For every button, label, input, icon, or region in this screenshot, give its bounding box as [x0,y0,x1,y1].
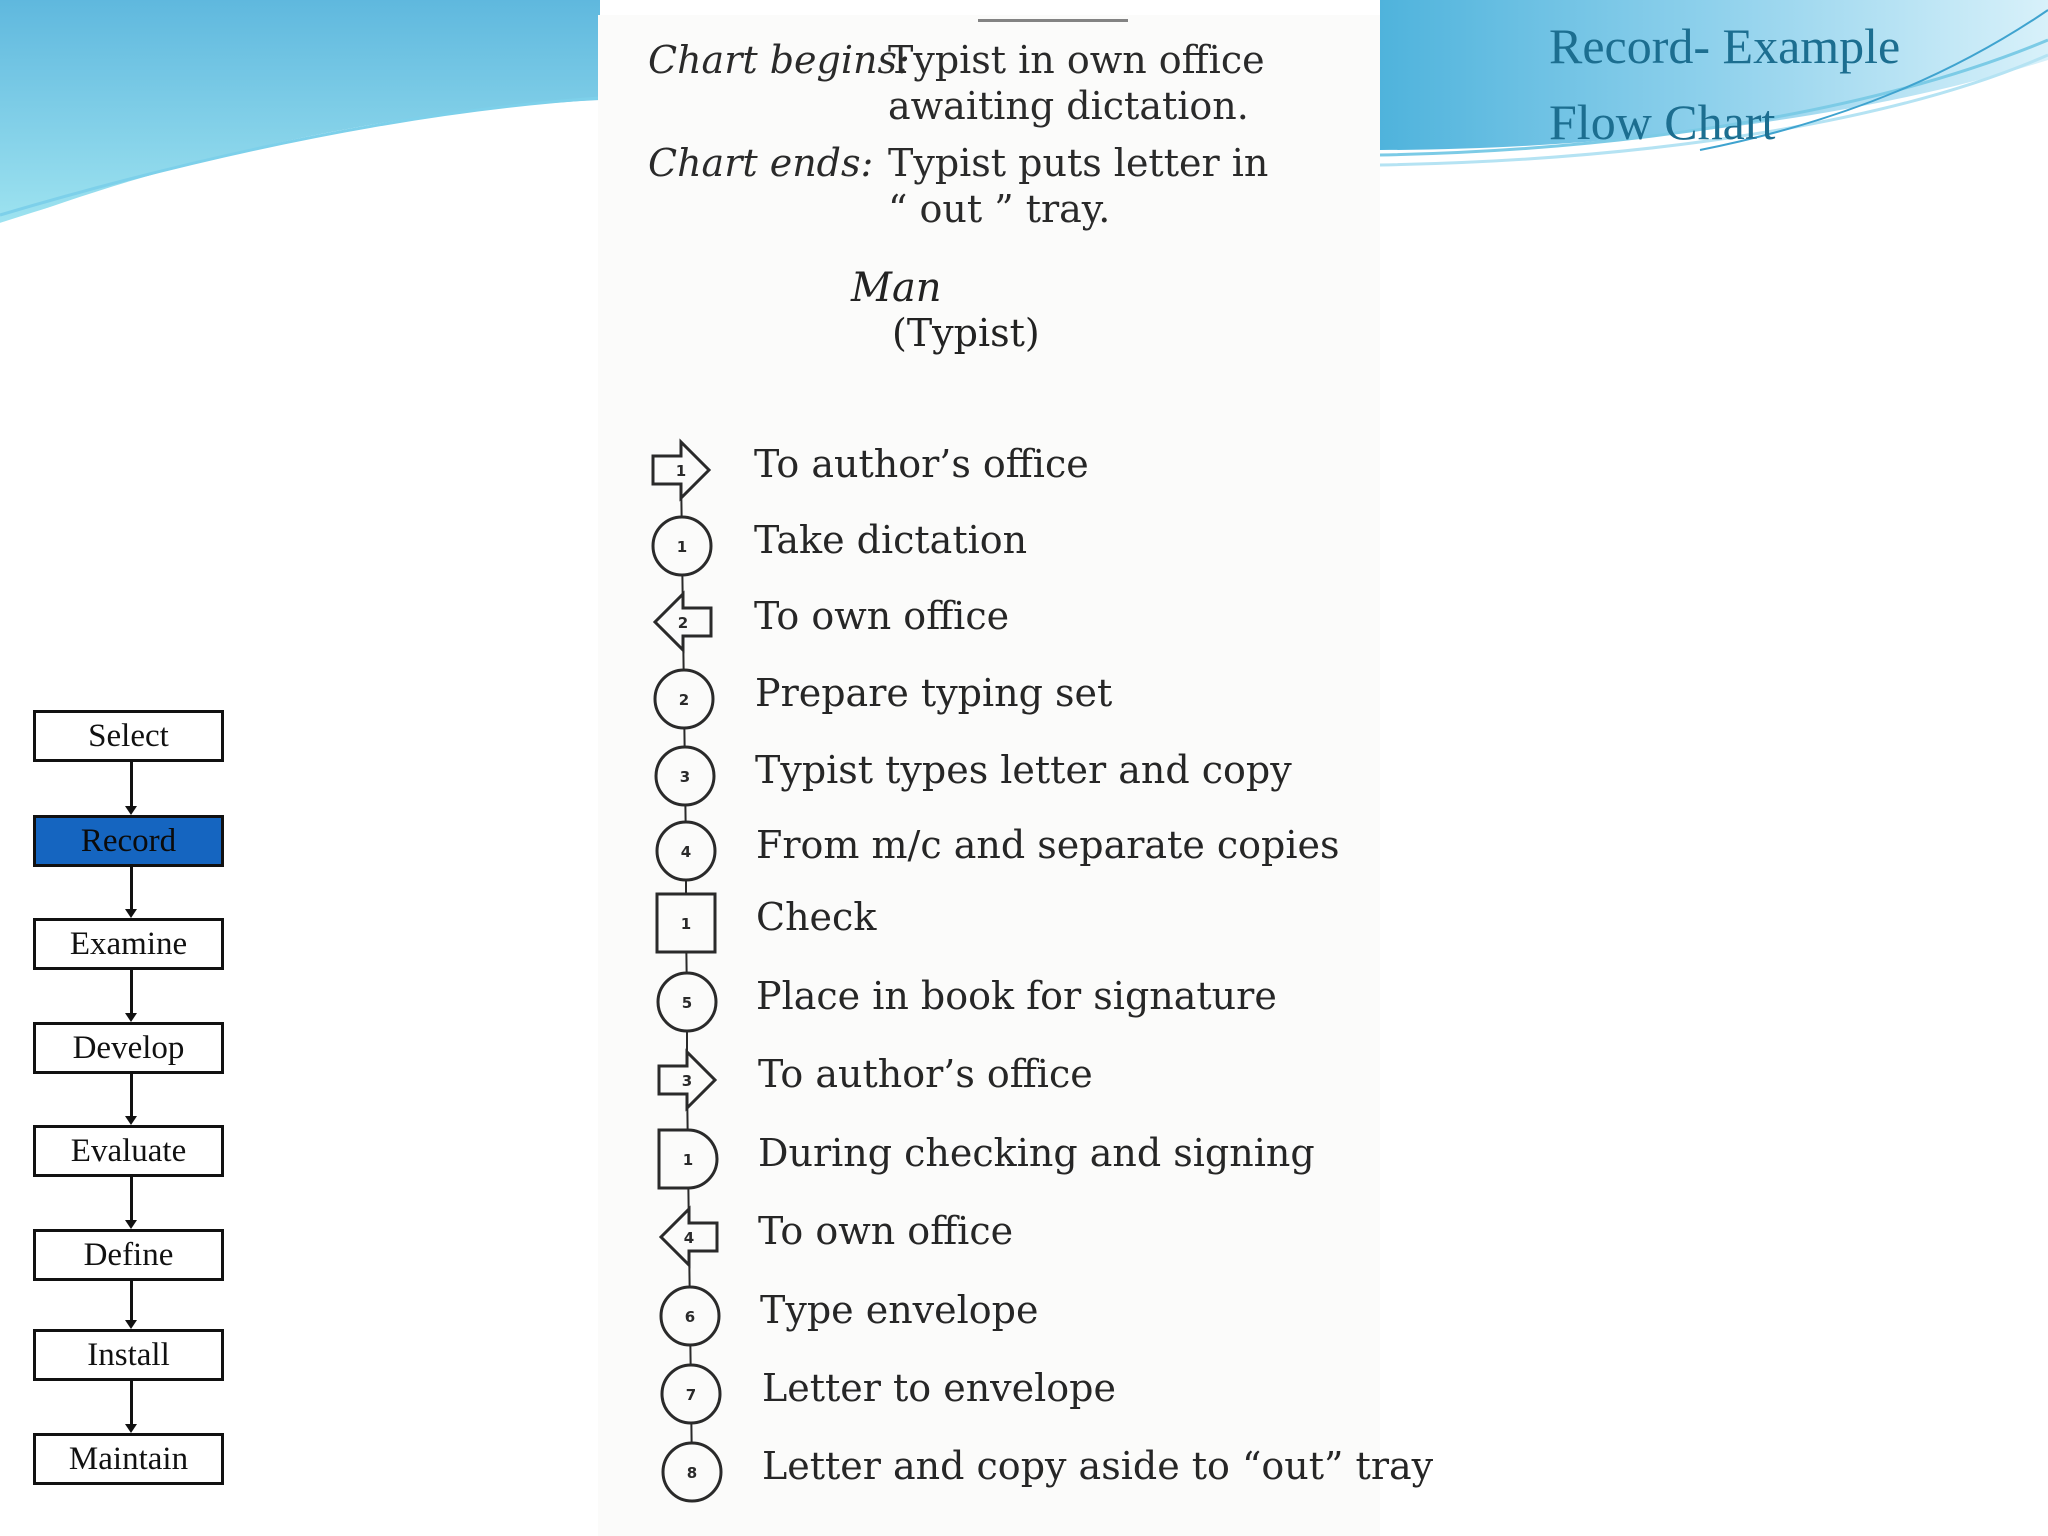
step-symbol-number: 5 [681,994,693,1012]
step-arrow-icon [125,909,137,918]
flow-step-label: Take dictation [754,518,1028,562]
flow-step-label: Typist types letter and copy [755,748,1292,792]
process-step-install[interactable]: Install [33,1329,224,1381]
chart-begins-line2: awaiting dictation. [888,84,1249,128]
flow-step-label: Place in book for signature [756,974,1277,1018]
chart-begins-line1: Typist in own office [888,38,1265,82]
chart-ends-line1: Typist puts letter in [888,141,1269,185]
chart-begins-label: Chart begins: [648,38,910,82]
chart-subject-man: Man [851,265,942,311]
flow-step-label: To own office [754,594,1010,638]
step-arrow-icon [125,1220,137,1229]
slide-title-line2: Flow Chart [1549,94,1776,150]
step-symbol-number: 6 [684,1308,696,1326]
step-arrow-icon [125,1424,137,1433]
step-connector [130,970,133,1014]
slide-title-line1: Record- Example [1549,18,1901,74]
step-symbol-number: 4 [683,1229,695,1247]
step-symbol-number: 1 [675,462,687,480]
flow-step-label: To author’s office [754,442,1089,486]
step-symbol-number: 1 [676,538,688,556]
flow-step-label: Letter to envelope [762,1366,1116,1410]
step-symbol-number: 1 [682,1151,694,1169]
step-arrow-icon [125,1320,137,1329]
process-step-define[interactable]: Define [33,1229,224,1281]
step-symbol-number: 1 [680,915,692,933]
process-steps-nav [0,0,260,1536]
step-symbol-number: 3 [679,768,691,786]
step-connector [130,1177,133,1221]
step-symbol-number: 3 [681,1072,693,1090]
process-step-select[interactable]: Select [33,710,224,762]
step-arrow-icon [125,1116,137,1125]
process-step-examine[interactable]: Examine [33,918,224,970]
chart-ends-line2: “ out ” tray. [888,187,1111,231]
chart-ends-label: Chart ends: [648,141,874,185]
chart-subject-typist: (Typist) [892,311,1040,355]
step-arrow-icon [125,1013,137,1022]
process-step-evaluate[interactable]: Evaluate [33,1125,224,1177]
step-connector [130,867,133,910]
step-connector [130,1074,133,1117]
flow-step-label: From m/c and separate copies [756,823,1340,867]
step-symbol-number: 2 [677,614,689,632]
step-connector [130,762,133,807]
process-step-maintain[interactable]: Maintain [33,1433,224,1485]
step-connector [130,1381,133,1425]
process-step-develop[interactable]: Develop [33,1022,224,1074]
step-connector [130,1281,133,1321]
flow-step-label: Prepare typing set [755,671,1113,715]
flow-step-label: Check [756,895,877,939]
flow-step-label: To author’s office [758,1052,1093,1096]
process-step-record[interactable]: Record [33,815,224,867]
flow-chart-scan [598,15,1434,1536]
flow-step-label: Type envelope [760,1288,1039,1332]
slide-title [1549,8,2029,160]
flow-step-label: Letter and copy aside to “out” tray [762,1444,1434,1488]
step-symbol-number: 2 [678,691,690,709]
step-arrow-icon [125,806,137,815]
step-symbol-number: 8 [686,1464,698,1482]
flow-step-label: To own office [758,1209,1014,1253]
step-symbol-number: 4 [680,843,692,861]
step-symbol-number: 7 [685,1386,697,1404]
flow-step-label: During checking and signing [758,1131,1315,1175]
